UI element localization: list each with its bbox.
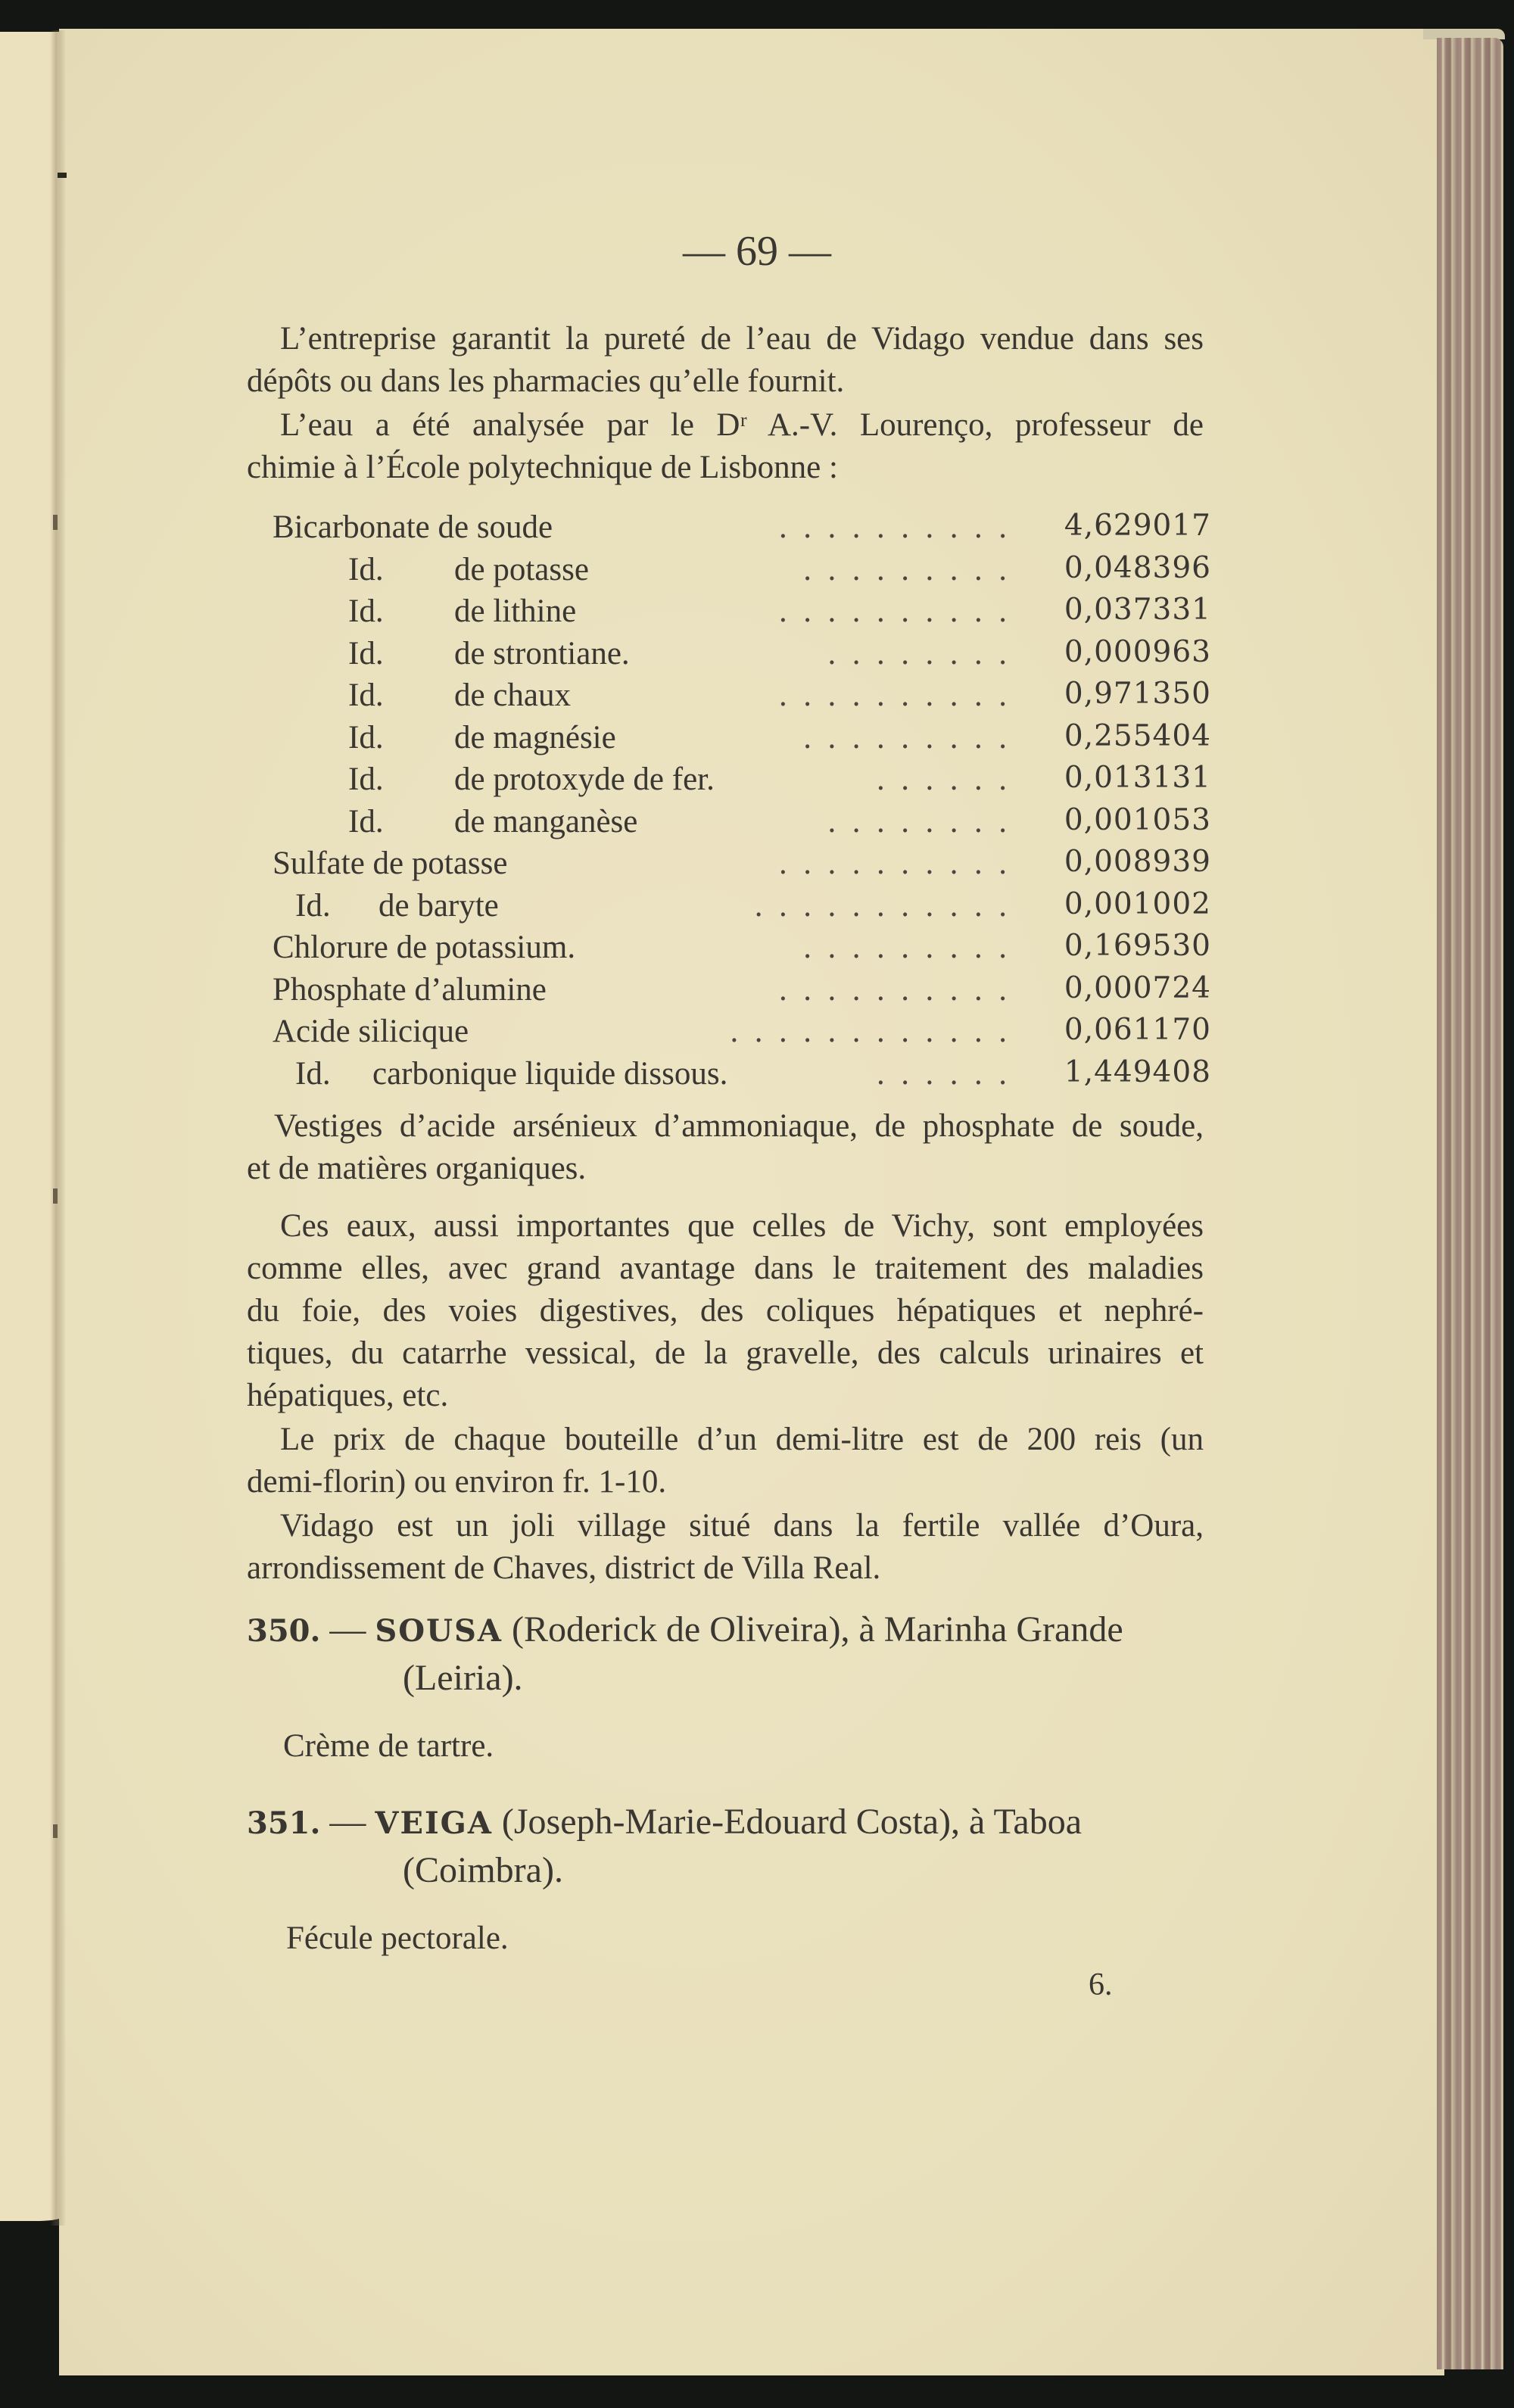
page-stack-edges — [1437, 38, 1503, 2369]
table-row — [273, 971, 1211, 1014]
entry-number: 350. — [247, 1613, 321, 1649]
substance-name: de potasse — [454, 551, 589, 587]
substance-value: 0,008939 — [1064, 845, 1211, 879]
leader-dots: . . . . . . . . . — [803, 719, 1007, 755]
book-gutter — [50, 30, 65, 2226]
leader-dots: . . . . . . . . . . . . — [730, 1014, 1007, 1049]
text-line: Ces eaux, aussi importantes que celles de Vichy, sont employées — [280, 1208, 1204, 1244]
leader-dots: . . . . . . — [877, 1055, 1007, 1092]
product-name: Fécule pectorale. — [286, 1920, 509, 1956]
leader-dots: . . . . . . . . . . — [779, 971, 1007, 1008]
table-row — [273, 635, 1211, 678]
page-number: — 69 — — [683, 228, 831, 275]
exhibitor-name: SOUSA — [375, 1613, 503, 1649]
location-paragraph — [247, 1505, 1204, 1590]
leader-dots: . . . . . . — [877, 762, 1007, 797]
substance-value: 0,000963 — [1064, 634, 1211, 669]
intro-paragraph-1 — [247, 318, 1204, 403]
exhibitor-region: (Leiria). — [403, 1658, 523, 1698]
leader-dots: . . . . . . . . . . — [779, 593, 1007, 629]
text-line: comme elles, avec grand avantage dans le traitement des maladies — [247, 1251, 1204, 1286]
ditto-prefix: Id. — [348, 719, 384, 755]
table-row — [273, 1055, 1211, 1098]
text-line: Vidago est un joli village situé dans la fertile vallée d’Oura, — [280, 1508, 1204, 1544]
text-line: L’entreprise garantit la pureté de l’eau de Vidago vendue dans ses — [280, 321, 1204, 357]
substance-value: 0,001053 — [1064, 802, 1211, 837]
exhibitor-details: (Roderick de Oliveira), à Marinha Grande — [511, 1609, 1123, 1649]
leader-dots: . . . . . . . . — [827, 803, 1007, 840]
ditto-prefix: Id. — [348, 593, 384, 629]
text-line: tiques, du catarrhe vessical, de la gravelle, des calculs urinaires et — [247, 1335, 1204, 1371]
leader-dots: . . . . . . . . . . — [779, 678, 1007, 713]
substance-name: de protoxyde de fer. — [454, 762, 715, 797]
substance-value: 0,255404 — [1064, 718, 1211, 753]
signature-mark: 6. — [1089, 1967, 1113, 2002]
text-line: L’eau a été analysée par le Dʳ A.-V. Lourenço, professeur de — [280, 407, 1204, 443]
table-row — [273, 593, 1211, 635]
analysis-table — [273, 509, 1211, 1097]
substance-value: 0,048396 — [1064, 550, 1211, 585]
entry-header-line — [247, 1802, 1082, 1842]
substance-name: de lithine — [454, 593, 577, 629]
substance-name: de baryte — [378, 887, 499, 924]
leader-dots: . . . . . . . . . . — [779, 509, 1007, 545]
text-line: chimie à l’École polytechnique de Lisbonne : — [247, 450, 838, 485]
substance-value: 0,971350 — [1064, 677, 1211, 711]
leader-dots: . . . . . . . . . — [803, 551, 1007, 587]
table-row — [273, 677, 1211, 719]
uses-paragraph — [247, 1205, 1204, 1417]
substance-name: Phosphate d’alumine — [273, 971, 547, 1008]
table-row — [273, 929, 1211, 971]
exhibitor-entry-351 — [247, 1799, 1223, 1894]
table-row — [273, 845, 1211, 887]
ink-mark — [58, 173, 67, 178]
exhibitor-entry-350 — [247, 1606, 1223, 1702]
ditto-prefix: Id. — [295, 887, 331, 924]
text-line: Le prix de chaque bouteille d’un demi-litre est de 200 reis (un — [280, 1422, 1204, 1457]
substance-name: Chlorure de potassium. — [273, 930, 576, 965]
substance-value: 4,629017 — [1064, 509, 1211, 543]
substance-value: 0,061170 — [1064, 1013, 1211, 1047]
price-paragraph — [247, 1419, 1204, 1503]
substance-value: 0,169530 — [1064, 929, 1211, 963]
substance-value: 0,013131 — [1064, 761, 1211, 795]
substance-name: de magnésie — [454, 719, 616, 755]
exhibitor-region: (Coimbra). — [403, 1850, 563, 1890]
ink-mark — [53, 1824, 58, 1838]
table-row — [273, 803, 1211, 846]
table-row — [273, 551, 1211, 593]
substance-value: 0,001002 — [1064, 886, 1211, 921]
substance-name: de manganèse — [454, 803, 638, 840]
leader-dots: . . . . . . . . . . . — [754, 887, 1007, 924]
entry-header-line — [247, 1609, 1123, 1649]
ditto-prefix: Id. — [348, 635, 384, 671]
entry-number: 351. — [247, 1805, 321, 1841]
substance-value: 0,037331 — [1064, 593, 1211, 627]
trace-elements-note — [247, 1105, 1204, 1190]
intro-paragraph-2 — [247, 404, 1204, 489]
substance-value: 0,000724 — [1064, 970, 1211, 1005]
substance-value: 1,449408 — [1064, 1054, 1211, 1089]
ditto-prefix: Id. — [295, 1055, 331, 1092]
ditto-prefix: Id. — [348, 551, 384, 587]
product-name: Crème de tartre. — [283, 1728, 494, 1764]
text-line: hépatiques, etc. — [247, 1378, 449, 1413]
ink-mark — [53, 1188, 58, 1204]
text-line: arrondissement de Chaves, district de Villa Real. — [247, 1550, 881, 1586]
text-line: demi-florin) ou environ fr. 1-10. — [247, 1464, 667, 1500]
table-row — [273, 887, 1211, 930]
substance-name: de chaux — [454, 678, 572, 713]
ink-mark — [53, 515, 58, 530]
table-row — [273, 509, 1211, 551]
text-line: et de matières organiques. — [247, 1151, 587, 1186]
substance-name: Bicarbonate de soude — [273, 509, 553, 545]
text-line: dépôts ou dans les pharmacies qu’elle fournit. — [247, 363, 845, 399]
entry-dash: — — [329, 1609, 366, 1649]
exhibitor-name: VEIGA — [375, 1805, 493, 1841]
exhibitor-details: (Joseph-Marie-Edouard Costa), à Taboa — [501, 1802, 1083, 1842]
table-row — [273, 761, 1211, 803]
table-row — [273, 1013, 1211, 1055]
leader-dots: . . . . . . . . — [827, 635, 1007, 671]
leader-dots: . . . . . . . . . . — [779, 846, 1007, 881]
substance-name: Sulfate de potasse — [273, 846, 508, 881]
ditto-prefix: Id. — [348, 803, 384, 840]
leader-dots: . . . . . . . . . — [803, 930, 1007, 965]
table-row — [273, 719, 1211, 762]
substance-name: Acide silicique — [273, 1014, 469, 1049]
ditto-prefix: Id. — [348, 762, 384, 797]
text-line: du foie, des voies digestives, des coliques hépatiques et nephré- — [247, 1293, 1204, 1329]
substance-name: carbonique liquide dissous. — [372, 1055, 728, 1092]
substance-name: de strontiane. — [454, 635, 630, 671]
entry-dash: — — [329, 1802, 366, 1842]
text-line: Vestiges d’acide arsénieux d’ammoniaque, de phosphate de soude, — [274, 1108, 1204, 1144]
ditto-prefix: Id. — [348, 678, 384, 713]
